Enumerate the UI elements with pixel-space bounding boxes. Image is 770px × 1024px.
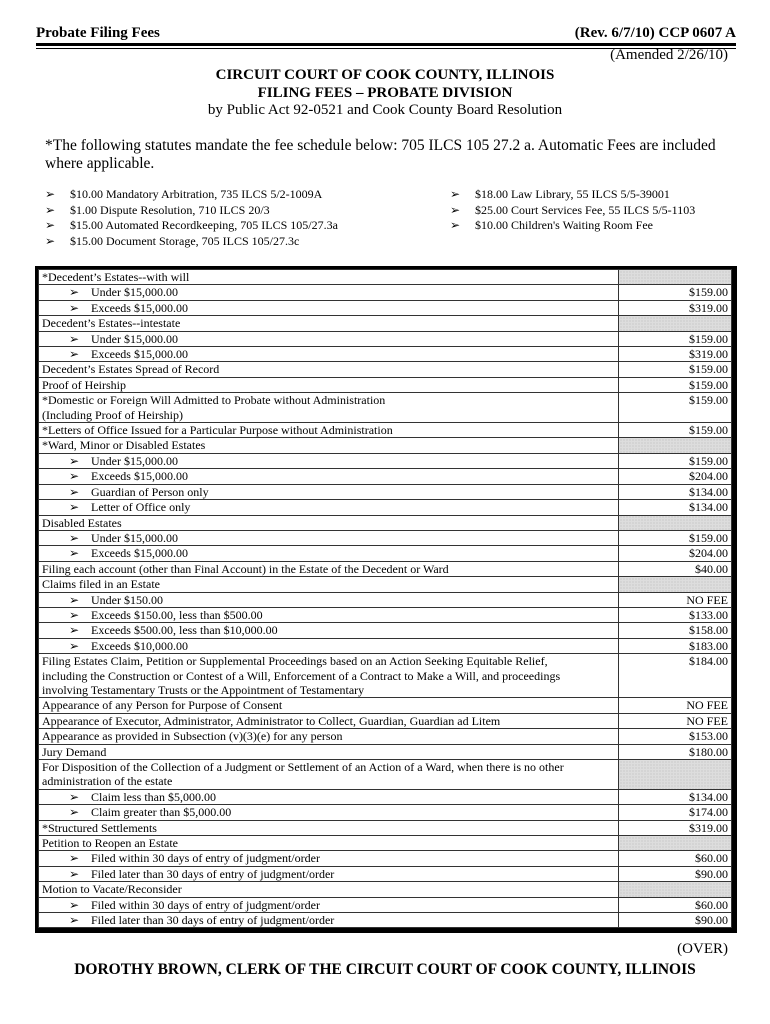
fee-amount: $159.00 [619, 530, 732, 545]
bullet-arrow-icon: ➢ [450, 187, 461, 201]
fee-amount: $134.00 [619, 789, 732, 804]
automatic-fee-item [45, 203, 338, 219]
fee-row [39, 561, 732, 576]
fee-description [39, 300, 619, 315]
fee-amount [619, 760, 732, 790]
fee-description [39, 438, 619, 453]
fee-description [39, 698, 619, 713]
bullet-arrow-icon: ➢ [69, 285, 80, 300]
fee-label: Motion to Vacate/Reconsider [42, 882, 182, 897]
automatic-fee-item [450, 203, 695, 219]
fee-description [39, 638, 619, 653]
fee-description [39, 469, 619, 484]
fee-description [39, 500, 619, 515]
fee-amount: $90.00 [619, 913, 732, 928]
bullet-arrow-icon: ➢ [450, 218, 461, 232]
fee-amount: $153.00 [619, 729, 732, 744]
fee-description [39, 393, 619, 423]
fee-amount [619, 438, 732, 453]
fee-label: Filed within 30 days of entry of judgment/order [91, 851, 320, 866]
bullet-arrow-icon: ➢ [69, 638, 80, 653]
fee-row [39, 316, 732, 331]
fee-description [39, 423, 619, 438]
automatic-fee-item [45, 234, 338, 250]
bullet-arrow-icon: ➢ [69, 623, 80, 638]
fee-row [39, 423, 732, 438]
fee-row [39, 698, 732, 713]
fee-label: Disabled Estates [42, 515, 122, 530]
bullet-arrow-icon: ➢ [69, 897, 80, 912]
fee-label: *Domestic or Foreign Will Admitted to Probate without Administration (Including Proof of Heirship) [42, 393, 386, 422]
fee-label: Under $15,000.00 [91, 530, 178, 545]
automatic-fee-item [45, 218, 338, 234]
fee-label: Filed later than 30 days of entry of judgment/order [91, 913, 335, 928]
fee-label: Claim less than $5,000.00 [91, 789, 216, 804]
bullet-arrow-icon: ➢ [450, 202, 461, 217]
fee-label: *Ward, Minor or Disabled Estates [42, 438, 206, 453]
fee-label: Proof of Heirship [42, 377, 126, 392]
fee-description [39, 270, 619, 285]
bullet-arrow-icon: ➢ [69, 913, 80, 928]
fee-row [39, 285, 732, 300]
fee-description [39, 789, 619, 804]
fee-label: Exceeds $15,000.00 [91, 469, 188, 484]
fee-description [39, 484, 619, 499]
division-title: FILING FEES – PROBATE DIVISION [257, 85, 513, 101]
fee-row [39, 453, 732, 468]
fee-amount: $319.00 [619, 300, 732, 315]
fee-label: Filed within 30 days of entry of judgment/order [91, 897, 320, 912]
bullet-arrow-icon: ➢ [69, 530, 80, 545]
fee-label: Filing each account (other than Final Account) in the Estate of the Decedent or Ward [42, 561, 449, 576]
fee-amount: $159.00 [619, 423, 732, 438]
bullet-arrow-icon: ➢ [69, 546, 80, 561]
form-title: Probate Filing Fees [36, 25, 160, 41]
fee-row [39, 484, 732, 499]
fee-row [39, 607, 732, 622]
fee-amount: $60.00 [619, 851, 732, 866]
bullet-arrow-icon: ➢ [69, 805, 80, 820]
fee-label: Exceeds $500.00, less than $10,000.00 [91, 623, 278, 638]
fee-label: Filing Estates Claim, Petition or Supplemental Proceedings based on an Action Seeking Equitable Relief, including the Construction or Contest of a Will, Enforcement of a Contract to Make a Will, and proceedings involving Testamentary Trusts or the Appointment of Testamentary [42, 654, 561, 697]
fee-description [39, 623, 619, 638]
fee-row [39, 713, 732, 728]
fee-amount [619, 316, 732, 331]
fee-label: Appearance of any Person for Purpose of Consent [42, 698, 283, 713]
fee-description [39, 744, 619, 759]
automatic-fee-text: $25.00 Court Services Fee, 55 ILCS 5/5-1103 [475, 202, 696, 217]
fee-description [39, 820, 619, 835]
fee-amount: $134.00 [619, 484, 732, 499]
fee-amount [619, 515, 732, 530]
fee-description [39, 316, 619, 331]
fee-row [39, 546, 732, 561]
intro-paragraph: *The following statutes mandate the fee schedule below: 705 ILCS 105 27.2 a. Automatic Fees are included where applicable. [45, 137, 716, 172]
fee-label: *Structured Settlements [42, 820, 157, 835]
fee-description [39, 347, 619, 362]
fee-label: Filed later than 30 days of entry of judgment/order [91, 866, 335, 881]
fee-amount: $159.00 [619, 377, 732, 392]
fee-amount: $90.00 [619, 866, 732, 881]
court-title: CIRCUIT COURT OF COOK COUNTY, ILLINOIS [215, 67, 555, 83]
fee-label: Guardian of Person only [91, 484, 209, 499]
fee-amount: $40.00 [619, 561, 732, 576]
fee-description [39, 592, 619, 607]
bullet-arrow-icon: ➢ [69, 453, 80, 468]
fee-label: Exceeds $15,000.00 [91, 546, 188, 561]
automatic-fee-item [450, 187, 695, 203]
fee-amount [619, 836, 732, 851]
fee-amount: $159.00 [619, 362, 732, 377]
fee-label: Letter of Office only [91, 500, 191, 515]
fee-row [39, 789, 732, 804]
fee-amount: $184.00 [619, 654, 732, 698]
automatic-fees-right [450, 187, 695, 234]
fee-label: Under $15,000.00 [91, 453, 178, 468]
fee-description [39, 729, 619, 744]
fee-row [39, 866, 732, 881]
fee-label: Appearance of Executor, Administrator, Administrator to Collect, Guardian, Guardian ad Litem [42, 713, 501, 728]
automatic-fee-text: $10.00 Children's Waiting Room Fee [475, 218, 653, 232]
fee-amount: $159.00 [619, 285, 732, 300]
bullet-arrow-icon: ➢ [69, 347, 80, 362]
fee-label: Exceeds $10,000.00 [91, 638, 188, 653]
fee-label: Under $15,000.00 [91, 331, 178, 346]
fee-description [39, 760, 619, 790]
fee-label: Under $150.00 [91, 592, 163, 607]
fee-row [39, 592, 732, 607]
fee-amount: NO FEE [619, 698, 732, 713]
fee-row [39, 331, 732, 346]
fee-row [39, 654, 732, 698]
fee-amount: $183.00 [619, 638, 732, 653]
fee-label: Exceeds $15,000.00 [91, 300, 188, 315]
automatic-fee-text: $1.00 Dispute Resolution, 710 ILCS 20/3 [70, 202, 270, 217]
fee-amount: $204.00 [619, 546, 732, 561]
bullet-arrow-icon: ➢ [45, 202, 56, 217]
fee-amount: $159.00 [619, 453, 732, 468]
fee-row [39, 438, 732, 453]
fee-amount: $204.00 [619, 469, 732, 484]
fee-row [39, 851, 732, 866]
authority-line: by Public Act 92-0521 and Cook County Board Resolution [207, 102, 563, 118]
fee-description [39, 805, 619, 820]
automatic-fee-text: $15.00 Document Storage, 705 ILCS 105/27.3c [70, 233, 300, 248]
page-header [36, 25, 736, 42]
fee-row [39, 623, 732, 638]
fee-row [39, 577, 732, 592]
bullet-arrow-icon: ➢ [69, 592, 80, 607]
fee-description [39, 331, 619, 346]
automatic-fee-text: $18.00 Law Library, 55 ILCS 5/5-39001 [475, 187, 670, 201]
fee-amount: $159.00 [619, 393, 732, 423]
fee-row [39, 913, 732, 928]
fee-row [39, 836, 732, 851]
fee-description [39, 654, 619, 698]
bullet-arrow-icon: ➢ [69, 789, 80, 804]
fee-label: *Decedent’s Estates--with will [42, 270, 190, 284]
bullet-arrow-icon: ➢ [69, 484, 80, 499]
automatic-fee-text: $10.00 Mandatory Arbitration, 735 ILCS 5/2-1009A [70, 187, 323, 201]
fee-label: Decedent’s Estates Spread of Record [42, 362, 220, 377]
automatic-fees-left [45, 187, 338, 249]
fee-label: Exceeds $150.00, less than $500.00 [91, 607, 263, 622]
fee-row [39, 530, 732, 545]
fee-description [39, 913, 619, 928]
bullet-arrow-icon: ➢ [69, 851, 80, 866]
fee-label: Decedent’s Estates--intestate [42, 316, 181, 331]
automatic-fee-text: $15.00 Automated Recordkeeping, 705 ILCS 105/27.3a [70, 218, 338, 232]
fee-amount: $174.00 [619, 805, 732, 820]
fee-description [39, 897, 619, 912]
fee-description [39, 607, 619, 622]
form-revision: (Rev. 6/7/10) CCP 0607 A [574, 25, 736, 41]
fee-amount: NO FEE [619, 592, 732, 607]
fee-amount: $319.00 [619, 820, 732, 835]
fee-label: Exceeds $15,000.00 [91, 347, 188, 362]
bullet-arrow-icon: ➢ [45, 233, 56, 248]
fee-row [39, 515, 732, 530]
automatic-fee-item [45, 187, 338, 203]
fee-row [39, 469, 732, 484]
fee-row [39, 300, 732, 315]
fee-row [39, 744, 732, 759]
bullet-arrow-icon: ➢ [45, 187, 56, 201]
fee-description [39, 851, 619, 866]
fee-row [39, 820, 732, 835]
fee-amount: $158.00 [619, 623, 732, 638]
fee-label: *Letters of Office Issued for a Particular Purpose without Administration [42, 423, 393, 438]
footer-clerk: DOROTHY BROWN, CLERK OF THE CIRCUIT COURT OF COOK COUNTY, ILLINOIS [74, 961, 696, 978]
fee-row [39, 270, 732, 285]
amended-date: (Amended 2/26/10) [610, 47, 728, 63]
fee-row [39, 805, 732, 820]
fee-description [39, 377, 619, 392]
fee-description [39, 866, 619, 881]
fee-table [35, 266, 737, 933]
fee-row [39, 500, 732, 515]
fee-row [39, 638, 732, 653]
fee-description [39, 713, 619, 728]
fee-label: Jury Demand [42, 744, 107, 759]
fee-description [39, 530, 619, 545]
fee-label: For Disposition of the Collection of a Judgment or Settlement of an Action of a Ward, when there is no other administration of the estate [42, 760, 564, 789]
over-note: (OVER) [677, 941, 728, 957]
bullet-arrow-icon: ➢ [69, 500, 80, 515]
fee-amount [619, 882, 732, 897]
fee-label: Under $15,000.00 [91, 285, 178, 300]
fee-row [39, 377, 732, 392]
fee-label: Claims filed in an Estate [42, 577, 160, 592]
fee-amount: $319.00 [619, 347, 732, 362]
bullet-arrow-icon: ➢ [69, 469, 80, 484]
fee-label: Claim greater than $5,000.00 [91, 805, 232, 820]
fee-amount: $180.00 [619, 744, 732, 759]
fee-description [39, 561, 619, 576]
automatic-fee-item [450, 218, 695, 234]
fee-description [39, 882, 619, 897]
fee-row [39, 760, 732, 790]
fee-label: Petition to Reopen an Estate [42, 836, 178, 851]
header-rule-thick [36, 43, 736, 46]
fee-label: Appearance as provided in Subsection (v)(3)(e) for any person [42, 729, 343, 744]
fee-row [39, 897, 732, 912]
fee-description [39, 577, 619, 592]
bullet-arrow-icon: ➢ [69, 331, 80, 346]
fee-row [39, 882, 732, 897]
fee-amount: $60.00 [619, 897, 732, 912]
fee-description [39, 836, 619, 851]
bullet-arrow-icon: ➢ [69, 866, 80, 881]
bullet-arrow-icon: ➢ [69, 300, 80, 315]
fee-description [39, 515, 619, 530]
fee-amount [619, 577, 732, 592]
fee-description [39, 546, 619, 561]
fee-amount: NO FEE [619, 713, 732, 728]
fee-amount: $134.00 [619, 500, 732, 515]
fee-row [39, 729, 732, 744]
fee-description [39, 453, 619, 468]
fee-row [39, 362, 732, 377]
fee-amount: $133.00 [619, 607, 732, 622]
fee-description [39, 285, 619, 300]
fee-row [39, 393, 732, 423]
fee-amount [619, 270, 732, 285]
fee-description [39, 362, 619, 377]
fee-amount: $159.00 [619, 331, 732, 346]
bullet-arrow-icon: ➢ [69, 607, 80, 622]
bullet-arrow-icon: ➢ [45, 218, 56, 232]
fee-row [39, 347, 732, 362]
